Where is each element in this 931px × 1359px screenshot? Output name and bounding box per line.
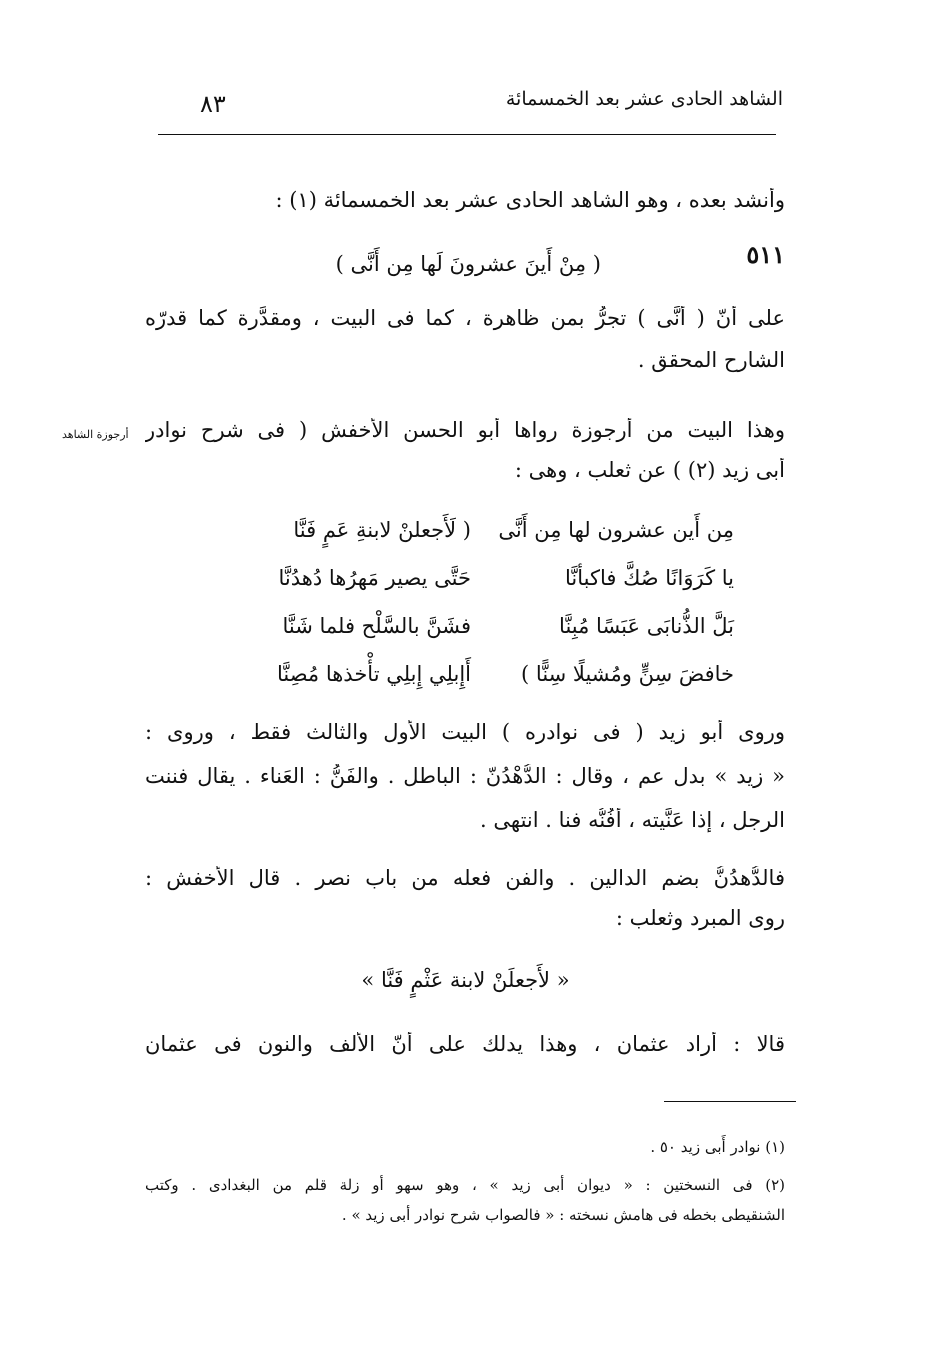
paragraph3-line1: وروى أَبو زيد ( فى نوادره ) البيت الأَول والثالث فقط ، وروى : (145, 720, 785, 744)
poem-line-1-first-hemistich: ( لَأَجعلنْ لابنةِ عَمٍ فَنَّا (293, 518, 471, 542)
paragraph4-line1: فالدُّهدُنُّ بضم الدالين . والفن فعله من باب نصر . قال الأَخفش : (145, 866, 785, 890)
poem-line-4-second-hemistich: خافضَ سِنٍّ ومُشيلًا سِنًّا ) (521, 662, 734, 686)
footnote-2-line1: (٢) فى النسختين : « ديوان أبى زيد » ، وهو سهو أو زلة قلم من البغدادى . وكتب (145, 1176, 785, 1194)
page-number: ٨٣ (200, 90, 226, 118)
poem-line-3-second-hemistich: بَلَّ الذُّنابَى عَبَسًا مُبِنَّا (559, 614, 734, 638)
paragraph2-line1: وهذا البيت من أُرجوزة رواها أَبو الحسن الأَخفش ( فى شرح نوادر (145, 418, 785, 442)
paragraph2-line2: أَبى زيد (٢) ) عن ثعلب ، وهى : (514, 458, 785, 482)
paragraph3-line3: الرجل ، إذا عَنَّيته ، أَفُنُّه فنا . انتهى . (480, 808, 785, 832)
poem-line-2-first-hemistich: حَتَّى يصير مَهرُها دُهدُنَّا (278, 566, 471, 590)
centered-quote: « لأَجعلَنْ لابنة عَثْمٍ فَنَّا » (361, 968, 570, 992)
poem-line-1-second-hemistich: مِن أَين عشرون لها مِن أَنَّى (498, 518, 734, 542)
footnote-2-line2: الشنقيطى بخطه فى هامش نسخته : « فالصواب شرح نوادر أبى زيد » . (341, 1206, 785, 1224)
intro-line: وأُنشد بعده ، وهو الشاهد الحادى عشر بعد الخمسمائة (١) : (275, 188, 785, 212)
poem-line-2-second-hemistich: يا كَرَوَانًا صُكَّ فاكبأنَّا (564, 566, 734, 590)
header-rule (158, 134, 776, 135)
margin-note: أرجوزة الشاهد (62, 428, 129, 441)
poem-line-4-first-hemistich: أَإِبلِي إِبلِي تأْخذها مُصِنَّا (276, 662, 471, 686)
paragraph5-line1: قالا : أَراد عثمان ، وهذا يدلك على أَنّ الأَلف والنون فى عثمان (145, 1032, 785, 1056)
footnote-1: (١) نوادر أَبى زيد ٥٠ . (650, 1138, 785, 1156)
paragraph4-line2: روى المبرد وثعلب : (615, 906, 785, 930)
paragraph3-line2: « زيد » بدل عمٍ ، وقال : الدُّهْدُنّ : الباطل . والفَنُّ : العَناء . يقال فننت (145, 764, 785, 788)
paragraph1-line1: على أَنّ ( أَنَّى ) تجرُّ بمن ظاهرة ، كما فى البيت ، ومقدَّرة كما قدرّه (145, 306, 785, 330)
paragraph1-line2: الشارح المحقق . (637, 348, 785, 372)
shahid-verse: ( مِنْ أَينَ عشرونَ لَها مِن أَنَّى ) (335, 252, 601, 276)
running-title: الشاهد الحادى عشر بعد الخمسمائة (505, 88, 783, 110)
shahid-number: ٥١١ (746, 240, 785, 269)
footnote-rule (664, 1101, 796, 1102)
poem-line-3-first-hemistich: فشَنَّ بالسَّلْح فلما شَنَّا (282, 614, 471, 638)
